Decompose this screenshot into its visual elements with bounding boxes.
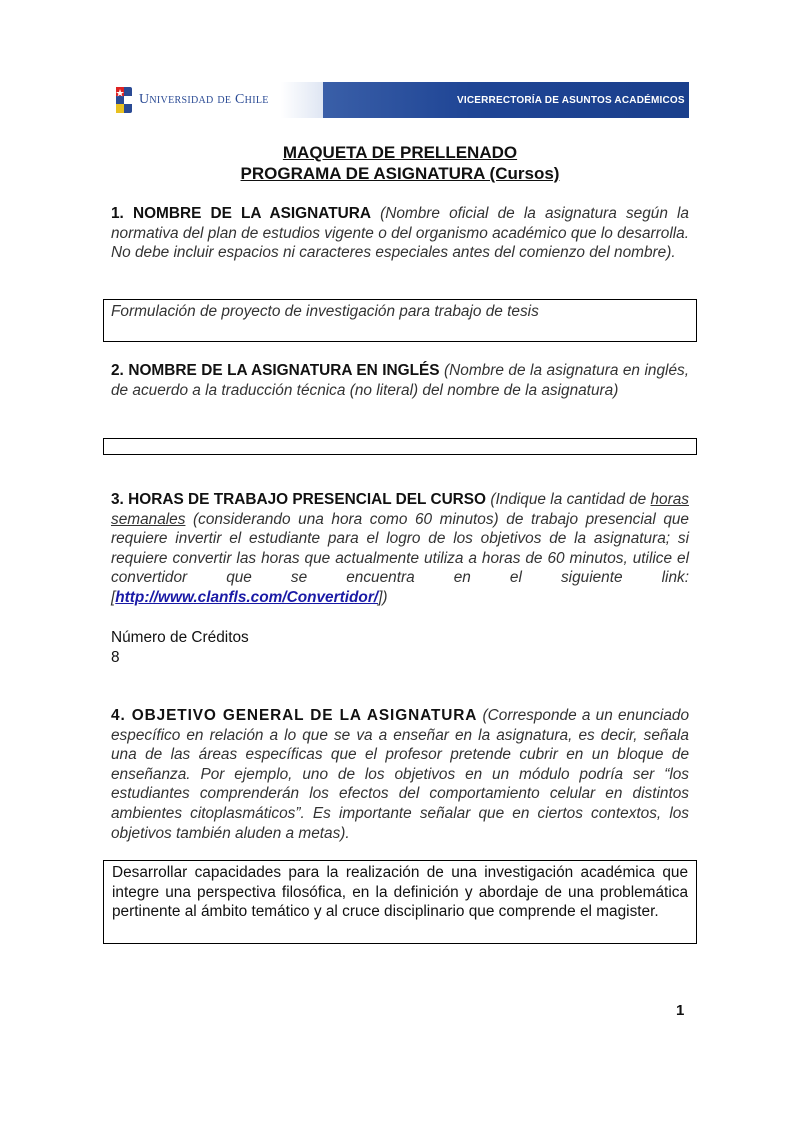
section-1-description: (Nombre oficial de la asignatura según la normativa del plan de estudios vigente o del organismo académico que lo desarrolla. No debe incluir espacios ni caracteres especiales antes del comienzo del nombre). bbox=[111, 205, 689, 262]
section-4 bbox=[111, 706, 689, 843]
header-banner bbox=[111, 82, 689, 118]
document-title-line1: MAQUETA DE PRELLENADO bbox=[282, 143, 518, 162]
section-3-description-underlined: horas semanales bbox=[111, 491, 689, 528]
section-1-answer-box[interactable] bbox=[103, 299, 697, 342]
section-1-heading: 1. NOMBRE DE LA ASIGNATURA bbox=[111, 205, 371, 222]
credits-label: Número de Créditos bbox=[111, 629, 249, 646]
section-2-answer-box[interactable] bbox=[103, 438, 697, 455]
section-1-answer: Formulación de proyecto de investigación para trabajo de tesis bbox=[111, 303, 539, 320]
section-2-description: (Nombre de la asignatura en inglés, de acuerdo a la traducción técnica (no literal) del nombre de la asignatura) bbox=[111, 362, 689, 399]
credits-value: 8 bbox=[111, 649, 120, 666]
section-2-heading: 2. NOMBRE DE LA ASIGNATURA EN INGLÉS bbox=[111, 362, 440, 379]
section-4-heading: 4. OBJETIVO GENERAL DE LA ASIGNATURA bbox=[111, 707, 478, 724]
section-1 bbox=[111, 204, 689, 263]
section-3-description-b: (considerando una hora como 60 minutos) de trabajo presencial que requiere invertir el estudiante para el logro de los objetivos de la asignatura; si requiere convertir las horas que actualmente utiliza a horas de 60 minutos, utilice el convertidor que se encuentra en el siguiente link: [ bbox=[111, 510, 689, 606]
section-4-answer: Desarrollar capacidades para la realización de una investigación académica que integre una perspectiva filosófica, en la definición y abordaje de una problemática pertinente al ámbito temático y al cruce disciplinario que comprende el magister. bbox=[112, 864, 688, 921]
university-crest-icon bbox=[115, 86, 133, 114]
university-name: Universidad de Chile bbox=[139, 92, 269, 107]
university-logo bbox=[111, 82, 323, 118]
section-4-description: (Corresponde a un enunciado específico en relación a lo que se va a enseñar en la asignatura, es decir, señala una de las áreas específicas que el profesor pretende cubrir en un bloque de enseñanza. Por ejemplo, uno de los objetivos en un módulo podría ser “los estudiantes comprenderán los efectos del comportamiento celular en distintos ambientes citoplasmáticos”. Es importante señalar que en ciertos contextos, los objetivos también aluden a metas). bbox=[111, 707, 690, 842]
section-3-heading: 3. HORAS DE TRABAJO PRESENCIAL DEL CURSO bbox=[111, 491, 487, 508]
section-2 bbox=[111, 361, 689, 400]
vicerrectoria-bar bbox=[323, 82, 689, 118]
section-3 bbox=[111, 490, 689, 608]
page-number: 1 bbox=[676, 1002, 685, 1019]
section-3-description-a: (Indique la cantidad de bbox=[490, 491, 647, 508]
section-4-answer-box[interactable] bbox=[103, 860, 697, 944]
section-3-description-c: ]) bbox=[378, 588, 388, 606]
vicerrectoria-name: VICERRECTORÍA DE ASUNTOS ACADÉMICOS bbox=[457, 94, 685, 106]
document-title-line2: PROGRAMA DE ASIGNATURA (Cursos) bbox=[240, 164, 560, 183]
convertidor-link[interactable]: http://www.clanfls.com/Convertidor/ bbox=[115, 588, 379, 606]
